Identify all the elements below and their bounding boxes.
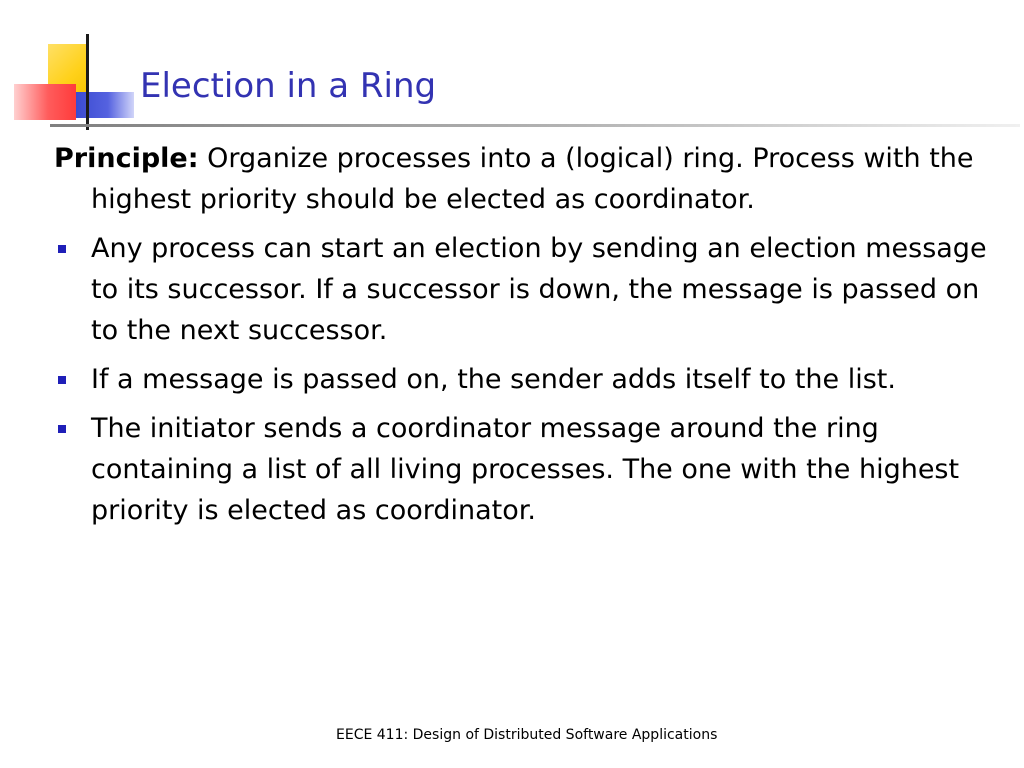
slide-footer: EECE 411: Design of Distributed Software Applications	[336, 727, 718, 743]
bullet-item	[54, 228, 1009, 351]
logo-red-square	[14, 84, 76, 120]
square-bullet-icon	[58, 245, 66, 253]
principle-text: Organize processes into a (logical) ring. Process with the highest priority should be elected as coordinator.	[91, 143, 974, 215]
slide-title: Election in a Ring	[140, 66, 437, 106]
principle-paragraph	[54, 138, 1009, 220]
bullet-list	[54, 228, 1009, 531]
square-bullet-icon	[58, 376, 66, 384]
slide-body	[54, 138, 1009, 539]
square-bullet-icon	[58, 425, 66, 433]
title-divider	[50, 124, 1020, 127]
bullet-text: The initiator sends a coordinator message around the ring containing a list of all living processes. The one with the highest priority is elected as coordinator.	[91, 413, 960, 526]
decorative-logo	[0, 0, 140, 135]
bullet-text: Any process can start an election by sending an election message to its successor. If a successor is down, the message is passed on to the next successor.	[91, 233, 987, 346]
principle-label: Principle:	[54, 143, 199, 174]
bullet-item	[54, 359, 1009, 400]
bullet-item	[54, 408, 1009, 531]
logo-vertical-line	[86, 34, 89, 130]
logo-blue-square	[76, 92, 134, 118]
bullet-text: If a message is passed on, the sender adds itself to the list.	[91, 364, 896, 395]
